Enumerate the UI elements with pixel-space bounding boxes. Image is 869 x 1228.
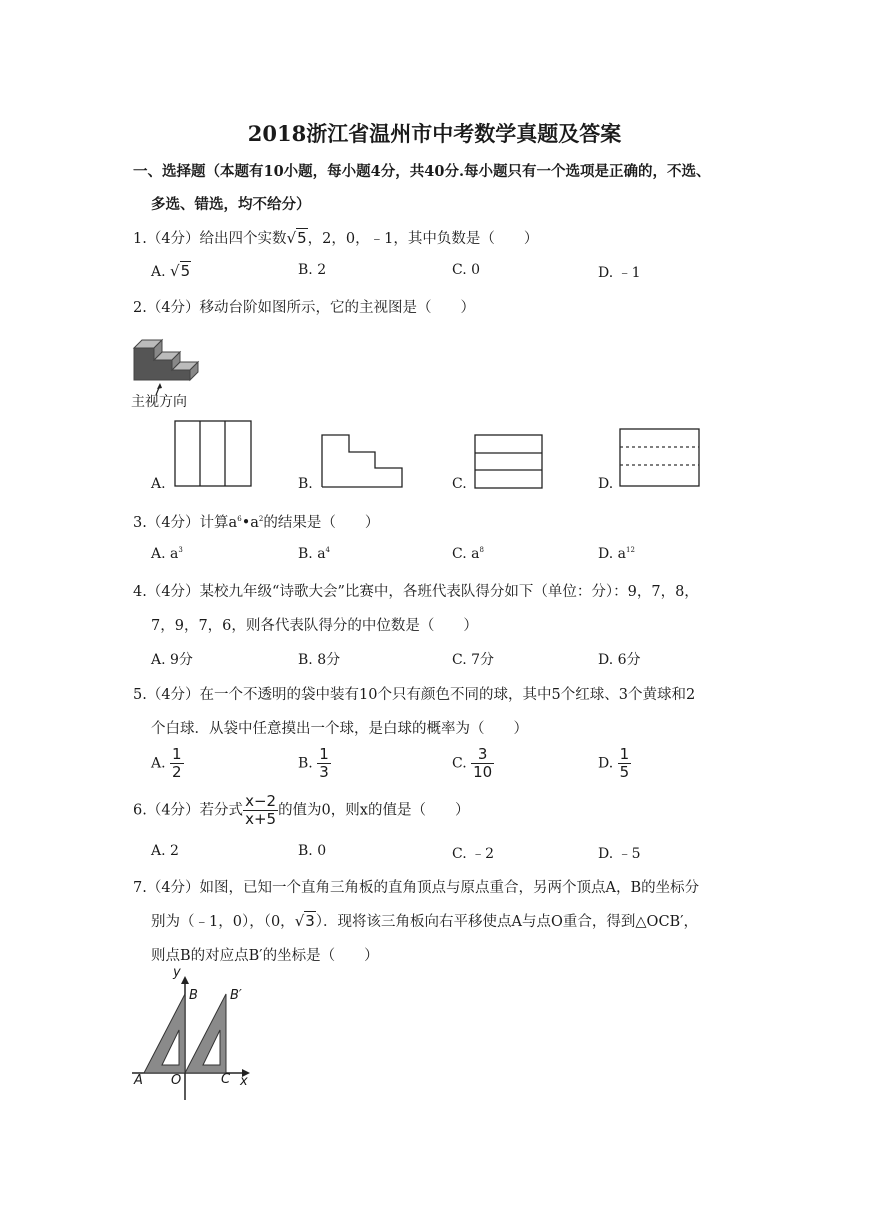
q4-option-a: A. 9分 bbox=[151, 652, 193, 668]
q4-option-c: C. 7分 bbox=[452, 652, 495, 668]
q6-text-post: 的值为0，则x的值是（ ） bbox=[278, 802, 470, 819]
label-x: x bbox=[240, 1074, 248, 1089]
denominator: 5 bbox=[619, 763, 630, 781]
q3-exponent-1: 6 bbox=[237, 515, 242, 523]
q6-option-c: C. ﹣2 bbox=[452, 846, 495, 862]
q7-text-post: ）．现将该三角板向右平移使点A与点O重合，得到△OCB′， bbox=[315, 914, 698, 930]
fraction bbox=[317, 746, 331, 781]
question-6-stem bbox=[133, 793, 469, 828]
q1-option-d: D. ﹣1 bbox=[598, 265, 641, 281]
q7-text-pre: 别为（﹣1，0），（0， bbox=[151, 914, 295, 930]
question-1-stem bbox=[133, 227, 538, 248]
triangle-ocb-prime bbox=[185, 994, 226, 1073]
q1-radicand: 5 bbox=[297, 229, 307, 247]
q2-option-c-figure bbox=[474, 434, 544, 490]
label-b: B bbox=[189, 988, 198, 1003]
q7-coordinate-figure bbox=[128, 966, 258, 1102]
numerator: x−2 bbox=[245, 792, 277, 810]
fraction bbox=[243, 793, 278, 828]
q3-option-a-base: A. a bbox=[151, 546, 179, 562]
q2-figure-caption: 主视方向 bbox=[131, 394, 187, 410]
fraction bbox=[471, 746, 494, 781]
q5-option-a-label: A. bbox=[151, 755, 166, 772]
q2-option-a-label: A. bbox=[151, 476, 166, 492]
q3-option-c-exp: 8 bbox=[479, 546, 484, 554]
question-5-line1: 5.（4分）在一个不透明的袋中装有10个只有颜色不同的球，其中5个红球、3个黄球和2 bbox=[133, 687, 696, 703]
numerator: 1 bbox=[172, 745, 182, 763]
q1-option-b: B. 2 bbox=[298, 262, 327, 278]
q6-text-pre: 6.（4分）若分式 bbox=[133, 802, 244, 819]
q1-option-c: C. 0 bbox=[452, 262, 481, 278]
denominator: 3 bbox=[319, 763, 329, 781]
q4-option-b: B. 8分 bbox=[298, 652, 341, 668]
label-o: O bbox=[171, 1073, 182, 1088]
fraction bbox=[170, 746, 184, 781]
question-7-line3: 则点B的对应点B′的坐标是（ ） bbox=[151, 948, 379, 964]
q3-option-b bbox=[298, 546, 330, 562]
q1-option-a-radicand: 5 bbox=[180, 262, 191, 280]
section-heading-line1: 一、选择题（本题有10小题，每小题4分，共40分.每小题只有一个选项是正确的，不选、 bbox=[133, 163, 711, 180]
question-7-line2 bbox=[151, 910, 698, 931]
question-4-line1: 4.（4分）某校九年级“诗歌大会”比赛中，各班代表队得分如下（单位：分）：9，7，8， bbox=[133, 584, 699, 600]
q1-option-a-label: A. bbox=[151, 264, 166, 280]
label-y: y bbox=[173, 965, 181, 980]
q5-option-d-label: D. bbox=[598, 755, 614, 772]
fraction bbox=[618, 746, 632, 781]
denominator: 2 bbox=[172, 763, 182, 781]
question-5-line2: 个白球．从袋中任意摸出一个球，是白球的概率为（ ） bbox=[151, 721, 528, 737]
q3-option-d-exp: 12 bbox=[625, 546, 635, 554]
q6-option-d: D. ﹣5 bbox=[598, 846, 641, 862]
q3-option-c-base: C. a bbox=[452, 546, 480, 562]
q5-option-c-label: C. bbox=[452, 755, 467, 772]
section-heading-line2: 多选、错选，均不给分） bbox=[151, 196, 311, 213]
paper-title: 2018浙江省温州市中考数学真题及答案 bbox=[247, 121, 622, 146]
q2-option-d-label: D. bbox=[598, 476, 614, 492]
q6-option-b: B. 0 bbox=[298, 843, 327, 859]
q1-text-post: ，2，0，﹣1，其中负数是（ ） bbox=[307, 231, 539, 247]
q3-option-b-base: B. a bbox=[298, 546, 326, 562]
q5-option-b-label: B. bbox=[298, 755, 313, 772]
sqrt-symbol: √5 bbox=[170, 262, 191, 280]
y-axis-arrow bbox=[181, 976, 189, 984]
q3-option-d bbox=[598, 546, 635, 562]
q3-option-a-exp: 3 bbox=[178, 546, 183, 554]
q3-option-c bbox=[452, 546, 484, 562]
q6-option-a: A. 2 bbox=[151, 843, 179, 859]
q3-text-post: 的结果是（ ） bbox=[263, 515, 380, 531]
label-b-prime: B′ bbox=[230, 988, 242, 1003]
denominator: 10 bbox=[473, 763, 493, 781]
q3-option-a bbox=[151, 546, 183, 562]
q5-option-c bbox=[452, 746, 494, 781]
q3-text-pre: 3.（4分）计算a bbox=[133, 515, 238, 531]
q5-option-a bbox=[151, 746, 184, 781]
numerator: 1 bbox=[619, 745, 630, 763]
q2-option-b-label: B. bbox=[298, 476, 313, 492]
question-2-stem: 2.（4分）移动台阶如图所示，它的主视图是（ ） bbox=[133, 300, 476, 316]
q5-option-b bbox=[298, 746, 331, 781]
q1-text-pre: 1.（4分）给出四个实数 bbox=[133, 231, 287, 247]
numerator: 3 bbox=[471, 746, 494, 764]
sqrt-symbol: √3 bbox=[294, 912, 315, 930]
q2-option-d-figure bbox=[619, 428, 701, 488]
q7-radicand: 3 bbox=[305, 912, 315, 930]
q3-option-d-base: D. a bbox=[598, 546, 626, 562]
question-7-line1: 7.（4分）如图，已知一个直角三角板的直角顶点与原点重合，另两个顶点A，B的坐标分 bbox=[133, 880, 700, 896]
label-a: A bbox=[134, 1073, 143, 1088]
q1-option-a bbox=[151, 262, 191, 280]
q3-exponent-2: 2 bbox=[258, 515, 264, 523]
numerator: 1 bbox=[319, 745, 329, 763]
label-c: C bbox=[221, 1072, 231, 1087]
q2-option-b-figure bbox=[321, 434, 405, 488]
question-4-line2: 7，9，7，6，则各代表队得分的中位数是（ ） bbox=[151, 618, 478, 634]
q5-option-d bbox=[598, 746, 631, 781]
sqrt-symbol: √5 bbox=[286, 229, 307, 247]
denominator: x+5 bbox=[245, 810, 277, 828]
question-3-stem bbox=[133, 511, 379, 532]
q3-option-b-exp: 4 bbox=[325, 546, 331, 554]
q4-option-d: D. 6分 bbox=[598, 652, 641, 668]
q2-option-a-figure bbox=[174, 420, 254, 488]
q3-text-mid: •a bbox=[241, 515, 259, 531]
q2-option-c-label: C. bbox=[452, 476, 467, 492]
triangle-aob bbox=[144, 994, 185, 1073]
